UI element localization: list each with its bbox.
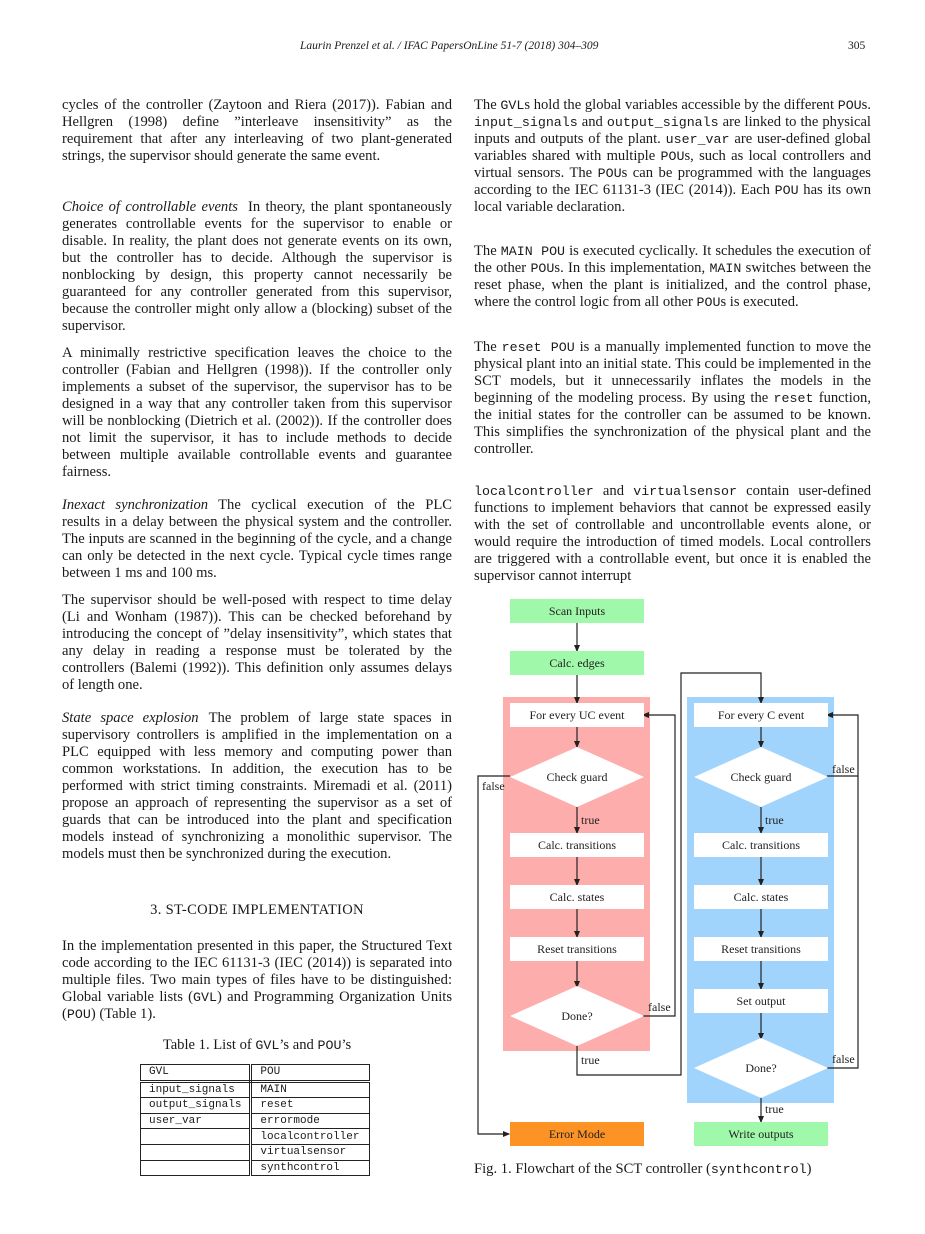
code-run: reset xyxy=(773,391,814,407)
running-title: Laurin Prenzel et al. / IFAC PapersOnLine 51-7 (2018) 304–309 xyxy=(300,40,599,52)
header-cell: POU xyxy=(251,1065,370,1082)
code-run: POU xyxy=(774,183,799,199)
code-run: GVL xyxy=(193,990,217,1006)
text-run: switches between the reset phase, when the plant is initialized, and the control phase, where the control logic from all other xyxy=(474,260,871,311)
text-run: In the implementation presented in this paper, the Structured Text code according to the IEC 61131-3 (IEC (2014)) is separated into multiple files. Two main types of files have to be distinguished: Global variable lists ( xyxy=(62,938,452,1006)
text-run: ) and Programming Organization Units ( xyxy=(62,989,452,1023)
code-run: POU xyxy=(597,166,622,182)
c-trans-label: Calc. transitions xyxy=(722,838,800,852)
scan-inputs-label: Scan Inputs xyxy=(548,604,606,618)
text-run: are user-defined global variables shared with multiple xyxy=(474,131,871,165)
caption-text: ’s and xyxy=(279,1037,318,1053)
text-run: The problem of large state spaces in supervisory controllers is amplified in the implementation on a PLC equipped with less memory and computing power than common workstations. In addition, the execution has to be performed with strict timing constraints. Miremadi et al. (2011) propose an approach of representing the supervisor as a set of guards that can be introduced into the plant and specification models instead of synchronizing a monolithic supervisor. The models must then be synchronized during the execution. xyxy=(62,710,452,863)
paragraph-heading: Choice of controllable events xyxy=(62,199,238,215)
table-cell: input_signals xyxy=(141,1081,251,1098)
text-run: s. xyxy=(861,97,871,113)
text-run: and xyxy=(593,483,634,499)
text-run: function, the initial states for the controller can be assumed to be known. This simplifies the synchronization of the physical plant and the controller. xyxy=(474,390,871,458)
code-run: virtualsensor xyxy=(633,484,737,499)
text-run: s, such as local controllers and virtual sensors. The xyxy=(474,148,871,182)
text-run: In theory, the plant spontaneously generates controllable events for the supervisor to enable or disable. In reality, the plant does not generate events on its own, but the controller has to decide. Although the supervisor is nonblocking by design, this property cannot necessarily be guaranteed for any controller generated from this supervisor, because the controller might only allow a (blocking) subset of the supervisor. xyxy=(62,199,452,335)
page-number: 305 xyxy=(848,40,866,52)
error-mode-label: Error Mode xyxy=(548,1127,606,1141)
uc-trans-label: Calc. transitions xyxy=(538,838,616,852)
code-run: GVL xyxy=(500,98,525,113)
text-run: The xyxy=(474,339,502,355)
code-run: user_var xyxy=(665,132,730,148)
caption-code: synthcontrol xyxy=(710,1162,807,1177)
code-run: MAIN POU xyxy=(500,244,566,259)
code-run: reset POU xyxy=(501,340,575,355)
table-cell: user_var xyxy=(141,1113,251,1129)
code-run: output_signals xyxy=(606,115,719,131)
header-cell: GVL xyxy=(141,1065,251,1082)
uc-reset-label: Reset transitions xyxy=(537,942,617,956)
c-output-label: Set output xyxy=(736,994,786,1008)
text-run: contain user-defined functions to implement behaviors that cannot be expressed easily with the set of controllable and uncontrollable events alone, or would require the introduction of timed models. Local controllers are triggered with a controllable event, but once it is enabled the supervisor cannot interrupt xyxy=(474,483,871,585)
caption-code: GVL xyxy=(255,1038,280,1053)
code-run: MAIN xyxy=(709,261,742,277)
code-run: POU xyxy=(696,295,721,311)
caption-text: Fig. 1. Flowchart of the SCT controller ( xyxy=(474,1161,711,1177)
edge-label-false: false xyxy=(482,779,505,793)
code-run: input_signals xyxy=(474,115,578,131)
section-heading: 3. ST-CODE IMPLEMENTATION xyxy=(150,902,364,918)
edge-label-false: false xyxy=(832,1052,855,1066)
uc-guard-label: Check guard xyxy=(546,770,608,784)
text-run: s can be programmed with the languages according to the IEC 61131-3 (IEC (2014)). Each xyxy=(474,165,871,199)
text-run: and xyxy=(577,114,607,131)
edge-label-true: true xyxy=(581,1053,600,1067)
caption-text: ’s xyxy=(341,1037,352,1053)
edge-label-true: true xyxy=(765,813,784,827)
paragraph-heading: State space explosion xyxy=(62,710,199,726)
table-cell: synthcontrol xyxy=(251,1160,370,1176)
text-run: The xyxy=(474,243,501,259)
c-reset-label: Reset transitions xyxy=(721,942,801,956)
uc-states-label: Calc. states xyxy=(549,890,605,904)
text-run: s hold the global variables accessible by the different xyxy=(524,97,838,113)
paragraph-heading: Inexact synchronization xyxy=(62,497,209,513)
uc-done-label: Done? xyxy=(561,1009,593,1023)
caption-code: POU xyxy=(317,1038,342,1053)
caption-text: ) xyxy=(806,1161,812,1177)
uc-loop-label: For every UC event xyxy=(529,708,625,722)
code-run: POU xyxy=(837,98,862,113)
text-run: has its own local variable declaration. xyxy=(474,182,871,216)
edge-label-true: true xyxy=(765,1102,784,1116)
caption-text: Table 1. List of xyxy=(162,1037,256,1053)
edge-label-false: false xyxy=(648,1000,671,1014)
text-run: A minimally restrictive specification leaves the choice to the controller (Fabian and Hellgren (1998)). If the controller only implements a subset of the supervisor, the supervisor has to be designed in a way that any controller taken from this supervisor will be nonblocking (Dietrich et al. (2002)). If the controller does not limit the supervisor, it has to include methods to decide between multiple available controllable events and guarantee fairness. xyxy=(62,345,452,481)
figure-caption xyxy=(474,1161,812,1178)
code-run: localcontroller xyxy=(474,484,594,499)
table-cell: virtualsensor xyxy=(251,1144,370,1160)
text-run: The cyclical execution of the PLC results in a delay between the physical system and the controller. The inputs are scanned in the beginning of the cycle, and a change can only be detected in the next cycle. Typical cycle times range between 1 ms and 100 ms. xyxy=(62,497,452,582)
text-run: s. In this implementation, xyxy=(554,260,710,277)
code-run: POU xyxy=(66,1007,91,1023)
table-cell: localcontroller xyxy=(251,1129,370,1145)
text-run: are linked to the physical inputs and outputs of the plant. xyxy=(474,114,871,148)
calc-edges-label: Calc. edges xyxy=(549,656,605,670)
c-loop-label: For every C event xyxy=(717,708,805,722)
text-run: The xyxy=(474,97,501,113)
text-run: s is executed. xyxy=(720,294,799,311)
c-done-label: Done? xyxy=(745,1061,777,1075)
table-cell: reset xyxy=(251,1098,370,1114)
write-outputs-label: Write outputs xyxy=(728,1127,794,1141)
table-cell: output_signals xyxy=(141,1098,251,1114)
code-run: POU xyxy=(530,261,555,277)
text-run: cycles of the controller (Zaytoon and Riera (2017)). Fabian and Hellgren (1998) define ”interleave insensitivity” as the requirement that after any interleaving of two plant-generated strings, the supervisor should generate the same event. xyxy=(62,97,452,165)
text-run: is a manually implemented function to move the physical plant into an initial state. This could be implemented in the SCT models, but it unnecessarily inflates the models in the beginning of the modeling process. By using the xyxy=(474,339,871,407)
table-cell: errormode xyxy=(251,1113,370,1129)
c-states-label: Calc. states xyxy=(733,890,789,904)
text-run: is executed cyclically. It schedules the execution of the other xyxy=(474,243,871,277)
edge-label-false: false xyxy=(832,762,855,776)
c-guard-label: Check guard xyxy=(730,770,792,784)
text-run: ) (Table 1). xyxy=(90,1006,156,1023)
text-run: The supervisor should be well-posed with respect to time delay (Li and Wonham (1987)). This can be checked beforehand by introducing the concept of ”delay insensitivity”, which states that any delay in reading a response must be tolerated by the controllers (Balemi (1992)). This definition only assumes delays of length one. xyxy=(62,592,452,694)
edge-label-true: true xyxy=(581,813,600,827)
table-cell: MAIN xyxy=(251,1081,370,1098)
code-run: POU xyxy=(660,149,685,165)
